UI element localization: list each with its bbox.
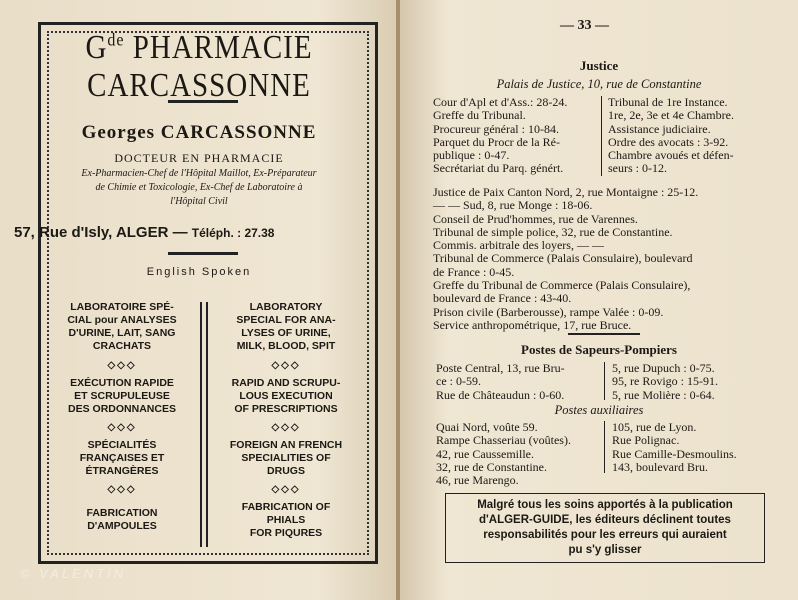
ad-diamonds: ◇◇◇ bbox=[107, 359, 137, 371]
section-rule bbox=[568, 333, 640, 336]
ad-rule-1 bbox=[168, 100, 238, 103]
ad-address: 57, Rue d'Isly, ALGER — Téléph. : 27.38 bbox=[14, 224, 275, 241]
ad-rule-2 bbox=[168, 252, 238, 255]
pompiers-right-list: 5, rue Dupuch : 0-75. 95, re Rovigo : 15-91. 5, rue Molière : 0-64. bbox=[612, 361, 718, 402]
aux-right-list: 105, rue de Lyon. Rue Polignac. Rue Camille-Desmoulins. 143, boulevard Bru. bbox=[612, 420, 737, 474]
ad-item: LABORATOIRE SPÉ- CIAL pour ANALYSES D'URINE, LAIT, SANG CRACHATS bbox=[67, 301, 177, 352]
ad-diamonds: ◇◇◇ bbox=[271, 359, 301, 371]
ad-item: RAPID AND SCRUPU- LOUS EXECUTION OF PRESCRIPTIONS bbox=[231, 376, 341, 415]
pompiers-title: Postes de Sapeurs-Pompiers bbox=[521, 342, 677, 357]
ad-column-divider bbox=[200, 302, 208, 547]
left-page bbox=[0, 0, 398, 600]
justice-subtitle: Palais de Justice, 10, rue de Constantine bbox=[496, 77, 702, 91]
ad-diamonds: ◇◇◇ bbox=[271, 421, 301, 433]
ad-item: LABORATORY SPECIAL FOR ANA- LYSES OF URINE, MILK, BLOOD, SPIT bbox=[236, 301, 336, 352]
justice-left-list: Cour d'Apl et d'Ass.: 28-24. Greffe du Tribunal. Procureur général : 10-84. Parquet du Procr de la Ré- publique : 0-47. Secrétariat du Parq. génért. bbox=[433, 95, 568, 176]
ad-credentials: Ex-Pharmacien-Chef de l'Hôpital Maillot, Ex-Préparateur de Chimie et Toxicologie, Ex-Chef de Laboratoire à l'Hôpital Civil bbox=[81, 168, 317, 207]
justice-right-list: Tribunal de 1re Instance. 1re, 2e, 3e et 4e Chambre. Assistance judiciaire. Ordre des avocats : 3-92. Chambre avoués et défen- seurs : 0-12. bbox=[608, 95, 734, 176]
ad-item: FOREIGN AN FRENCH SPECIALITIES OF DRUGS bbox=[229, 438, 343, 477]
justice-list: Justice de Paix Canton Nord, 2, rue Montaigne : 25-12. — — Sud, 8, rue Monge : 18-06. Conseil de Prud'hommes, rue de Varennes. Tribunal de simple police, 32, rue de Constantine. Commis. arbitrale des loyers, — — Tribunal de Commerce (Palais Consulaire), boulevard de France : 0-45. Greffe du Tribunal de Commerce (Palais Consulaire), boulevard de France : 43-40. Prison civile (Barberousse), rampe Valée : 0-09. Service anthropométrique, 17, rue Bruce. bbox=[433, 185, 699, 332]
ad-english-spoken: English Spoken bbox=[146, 266, 252, 278]
ad-degree: DOCTEUR EN PHARMACIE bbox=[114, 151, 284, 165]
ad-diamonds: ◇◇◇ bbox=[107, 483, 137, 495]
ad-item: EXÉCUTION RAPIDE ET SCRUPULEUSE DES ORDONNANCES bbox=[68, 376, 176, 415]
ad-title: $G^{de}$ PHARMACIE CARCASSONNE bbox=[85, 29, 313, 104]
ad-item: FABRICATION OF PHIALS FOR PIQURES bbox=[241, 500, 331, 539]
ad-phone: Téléph. : 27.38 bbox=[191, 226, 275, 240]
watermark: © VALENTIN bbox=[20, 566, 127, 581]
ad-french-column bbox=[52, 300, 192, 540]
aux-title: Postes auxiliaires bbox=[554, 403, 644, 417]
ad-item: FABRICATION D'AMPOULES bbox=[86, 507, 158, 532]
pompiers-left-list: Poste Central, 13, rue Bru- ce : 0-59. Rue de Châteaudun : 0-60. bbox=[436, 361, 565, 402]
disclaimer-box: Malgré tous les soins apportés à la publication d'ALGER-GUIDE, les éditeurs déclinent toutes responsabilités pour les erreurs qui auraient pu s'y glisser bbox=[445, 493, 765, 563]
aux-left-list: Quai Nord, voûte 59. Rampe Chasseriau (voûtes). 42, rue Caussemille. 32, rue de Constantine. 46, rue Marengo. bbox=[436, 420, 571, 488]
aux-column-divider bbox=[604, 421, 605, 473]
ad-diamonds: ◇◇◇ bbox=[107, 421, 137, 433]
ad-owner-name: Georges CARCASSONNE bbox=[81, 122, 317, 143]
justice-title: Justice bbox=[579, 58, 619, 73]
pompiers-column-divider bbox=[604, 362, 605, 400]
ad-diamonds: ◇◇◇ bbox=[271, 483, 301, 495]
justice-column-divider bbox=[601, 96, 602, 176]
ad-english-column bbox=[216, 300, 356, 540]
ad-item: SPÉCIALITÉS FRANÇAISES ET ÉTRANGÈRES bbox=[79, 438, 165, 477]
page-number: — 33 — bbox=[560, 18, 609, 33]
